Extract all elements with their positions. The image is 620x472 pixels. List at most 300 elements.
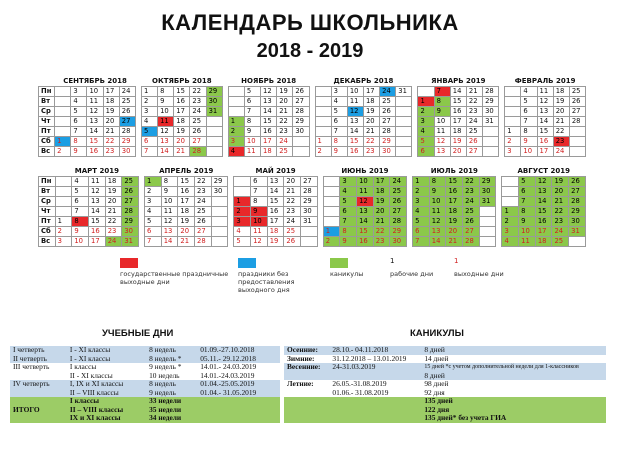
month-title: АПРЕЛЬ 2019 [159,167,214,175]
calendar-day: 9 [429,187,446,197]
calendar-day: 20 [552,187,569,197]
weekday-label: Чт [39,117,55,127]
calendar-day: 7 [340,217,357,227]
calendar-day: 28 [390,217,407,227]
calendar-day: 18 [535,237,552,247]
calendar-day: 12 [434,137,450,147]
study-days-table [10,346,280,423]
calendar-day: 28 [119,127,135,137]
legend-vacation-label: каникулы [330,270,364,278]
calendar-day [211,227,228,237]
calendar-day: 8 [429,177,446,187]
calendar-day: 19 [105,187,122,197]
study-cell: 9 недель [146,389,197,398]
study-cell: II - XI классы [67,372,146,381]
weekday-label: Вс [39,147,55,157]
calendar-day: 12 [158,127,174,137]
calendar-day: 28 [122,207,139,217]
calendar-day: 3 [502,227,519,237]
page-subtitle: 2018 - 2019 [256,40,364,62]
calendar-day: 14 [161,237,178,247]
calendar-day: 28 [380,127,396,137]
calendar-day: 15 [450,97,466,107]
calendar-day: 15 [537,127,553,137]
holiday-name: Летние: [284,380,329,389]
calendar-day: 23 [463,187,480,197]
study-cell: III четверть [10,363,67,372]
calendar-day: 31 [569,227,586,237]
calendar-day [315,117,331,127]
month-title: ЯНВАРЬ 2019 [431,77,486,85]
weekday-label: Вт [39,97,55,107]
calendar-day: 11 [244,147,260,157]
calendar-day: 19 [553,97,569,107]
calendar-day: 10 [244,137,260,147]
calendar-day: 10 [72,237,89,247]
calendar-day: 31 [301,217,318,227]
calendar-day: 23 [105,227,122,237]
calendar-day: 26 [195,217,212,227]
holiday-days: 92 дня [421,389,606,398]
calendar-day [301,227,318,237]
calendar-day: 7 [244,107,260,117]
calendar-day: 13 [429,227,446,237]
calendar-day: 19 [174,127,190,137]
calendar-day [211,217,228,227]
calendar-day [323,217,340,227]
study-cell: 01.04.- 31.05.2019 [197,389,280,398]
calendar-day: 7 [519,197,536,207]
calendar-day: 24 [277,137,293,147]
legend-vacation-swatch [330,258,348,268]
calendar-day: 6 [251,177,268,187]
calendar-day: 1 [55,137,71,147]
calendar-day: 30 [479,187,496,197]
calendar-day: 2 [413,187,430,197]
calendar-day: 1 [55,217,72,227]
study-cell: 9 недель * [146,363,197,372]
calendar-day: 3 [340,177,357,187]
calendar-day: 24 [466,117,482,127]
calendar-day: 9 [521,137,537,147]
calendar-day: 22 [103,137,119,147]
calendar-day: 6 [71,117,87,127]
calendar-day: 22 [195,177,212,187]
calendar-day: 14 [347,127,363,137]
calendar-day: 3 [418,117,434,127]
calendar-day: 16 [535,217,552,227]
month-title: МАРТ 2019 [74,167,119,175]
calendar-day: 17 [267,217,284,227]
calendar-day [505,97,521,107]
calendar-day: 16 [267,207,284,217]
calendar-day: 2 [228,127,244,137]
calendar-day: 26 [122,187,139,197]
month-title: ОКТЯБРЬ 2018 [152,77,212,85]
calendar-day: 28 [569,197,586,207]
calendar-day: 24 [553,147,569,157]
calendar-day: 18 [174,117,190,127]
calendar-day: 6 [145,227,162,237]
calendar-day [206,147,222,157]
month-title: ФЕВРАЛЬ 2019 [514,77,576,85]
calendar-day: 19 [363,107,379,117]
calendar-day [483,137,499,147]
calendar-day: 14 [89,207,106,217]
calendar-day: 13 [161,227,178,237]
calendar-day: 19 [552,177,569,187]
calendar-day: 11 [89,177,106,187]
calendar-day [569,147,585,157]
calendar-day: 2 [505,137,521,147]
calendar-day: 10 [251,217,268,227]
calendar-day: 3 [71,87,87,97]
calendar-day [323,187,340,197]
month-title: ИЮЛЬ 2019 [430,167,478,175]
calendar-day: 15 [347,137,363,147]
calendar-day [55,117,71,127]
study-cell [10,389,67,398]
calendar-day: 26 [190,127,206,137]
calendar-day: 13 [357,207,374,217]
calendar-day: 9 [434,107,450,117]
calendar-day: 17 [363,87,379,97]
calendar-day: 29 [122,217,139,227]
study-total-classes: IX и XI классы [67,414,146,423]
study-cell: 10 недель [146,372,197,381]
calendar-day: 21 [373,217,390,227]
calendar-day: 29 [479,177,496,187]
calendar-day: 11 [161,207,178,217]
calendar-day: 9 [519,217,536,227]
calendar-day: 25 [463,207,480,217]
calendar-day: 9 [158,97,174,107]
study-cell: 8 недель [146,346,197,355]
holiday-dates: 28.10.- 04.11.2018 [329,346,421,355]
calendar-day: 19 [103,107,119,117]
calendar-day: 18 [105,177,122,187]
calendar-day: 3 [141,107,157,117]
calendar-day: 1 [418,97,434,107]
calendar-day: 7 [72,207,89,217]
calendar-day [418,87,434,97]
calendar-day: 5 [71,107,87,117]
calendar-day [55,107,71,117]
calendar-day: 28 [483,87,499,97]
calendar-day: 28 [195,237,212,247]
calendar-day: 14 [158,147,174,157]
calendar-day: 7 [434,87,450,97]
holiday-name [284,389,329,398]
legend-observance-label: праздники без предоставления выходного дня [238,270,295,294]
calendar-day: 22 [284,197,301,207]
calendar-day: 5 [145,217,162,227]
calendar-day: 13 [537,107,553,117]
holiday-total-blank [284,414,329,423]
legend-holiday-label: государственные праздничные выходные дни [120,270,229,286]
study-cell: IV четверть [10,380,67,389]
holiday-days: 8 дней [421,372,606,381]
calendar-day [315,107,331,117]
calendar-day: 16 [347,147,363,157]
calendar-day: 16 [446,187,463,197]
month-title: СЕНТЯБРЬ 2018 [63,77,127,85]
calendar-day: 20 [446,227,463,237]
calendar-day [211,237,228,247]
calendar-day [505,87,521,97]
calendar-day [234,187,251,197]
study-cell: I, IX и XI классы [67,380,146,389]
calendar-day [569,237,586,247]
calendar-day: 16 [87,147,103,157]
weekday-label: Пт [39,127,55,137]
calendar-day [396,97,412,107]
calendar-day: 7 [521,117,537,127]
calendar-day: 22 [553,127,569,137]
calendar-day [323,197,340,207]
calendar-day: 7 [331,127,347,137]
day-label-header [39,166,56,177]
calendar-day: 31 [206,107,222,117]
calendar-day: 26 [569,177,586,187]
calendar-day: 21 [103,127,119,137]
calendar-day: 14 [267,187,284,197]
calendar-day: 21 [466,87,482,97]
calendar-day: 10 [87,87,103,97]
calendar-day [315,127,331,137]
calendar-day: 31 [396,87,412,97]
calendar-day: 12 [251,237,268,247]
calendar-day [55,177,72,187]
calendar-day: 11 [347,97,363,107]
calendar-day: 27 [195,227,212,237]
calendar-day: 26 [569,97,585,107]
calendar-day: 23 [190,97,206,107]
weekday-label: Сб [39,227,56,237]
calendar-day: 5 [340,197,357,207]
calendar-day: 24 [190,107,206,117]
calendar-day: 13 [434,147,450,157]
calendar-day: 22 [463,177,480,187]
calendar-day: 12 [87,107,103,117]
calendar-day: 1 [141,87,157,97]
calendar-day: 13 [89,197,106,207]
calendar-day: 15 [267,197,284,207]
calendar-day [315,87,331,97]
calendar-day: 20 [105,197,122,207]
calendar-day: 5 [72,187,89,197]
calendar-day: 19 [446,217,463,227]
calendar-day: 2 [418,107,434,117]
calendar-row-2 [38,166,586,247]
calendar-day: 15 [357,227,374,237]
calendar-day: 2 [502,217,519,227]
calendar-day: 25 [466,127,482,137]
calendar-day: 4 [72,177,89,187]
calendar-day: 1 [145,177,162,187]
calendar-day: 15 [87,137,103,147]
study-cell: 01.04.-25.05.2019 [197,380,280,389]
calendar-day: 26 [390,197,407,207]
month-title: ДЕКАБРЬ 2018 [333,77,394,85]
calendar-day: 9 [331,147,347,157]
calendar-day [323,207,340,217]
calendar-day: 29 [483,97,499,107]
calendar-day [396,147,412,157]
calendar-day: 25 [380,97,396,107]
calendar-day: 5 [521,97,537,107]
calendar-day: 3 [505,147,521,157]
calendar-day: 16 [174,97,190,107]
calendar-day: 15 [178,177,195,187]
holiday-days: 8 дней [421,346,606,355]
calendar-day: 2 [145,187,162,197]
calendar-day: 19 [267,237,284,247]
calendar-day: 10 [347,87,363,97]
calendar-day: 31 [479,197,496,207]
calendar-day: 19 [277,87,293,97]
holiday-total-blank [329,406,421,415]
calendar-day: 6 [331,117,347,127]
calendar-day: 20 [277,97,293,107]
calendar-day: 21 [174,147,190,157]
calendar-day: 8 [340,227,357,237]
calendar-day: 2 [234,207,251,217]
calendar-day: 11 [251,227,268,237]
calendar-day: 29 [301,197,318,207]
calendar-day [211,207,228,217]
calendar-day: 23 [373,237,390,247]
calendar-day: 3 [55,237,72,247]
calendar-day: 6 [244,97,260,107]
calendar-day: 8 [72,217,89,227]
legend-workday-label: рабочие дни [390,270,434,278]
calendar-day [323,177,340,187]
calendar-day: 24 [390,177,407,187]
holiday-name: Зимние: [284,355,329,364]
calendar-day: 7 [145,237,162,247]
study-total-label: ИТОГО [10,397,67,423]
calendar-day: 24 [119,87,135,97]
month-title: ИЮНЬ 2019 [341,167,389,175]
calendar-day: 15 [89,217,106,227]
calendar-day [479,227,496,237]
calendar-day: 27 [569,187,586,197]
calendar-day: 13 [267,177,284,187]
calendar-day: 17 [261,137,277,147]
calendar-day: 18 [373,187,390,197]
calendar-day: 12 [161,217,178,227]
calendar-day: 8 [521,127,537,137]
calendar-day: 11 [87,97,103,107]
calendar-day: 23 [553,137,569,147]
calendar-day: 11 [519,237,536,247]
calendar-day: 6 [413,227,430,237]
calendar-day: 30 [390,237,407,247]
study-cell: 8 недель [146,380,197,389]
calendar-day [396,107,412,117]
holiday-total-blank [329,414,421,423]
calendar-day: 23 [195,187,212,197]
calendar-day: 4 [228,147,244,157]
calendar-day: 17 [450,117,466,127]
calendar-day: 9 [71,147,87,157]
calendar-day [479,207,496,217]
calendar-day: 27 [569,107,585,117]
calendar-day: 12 [535,177,552,187]
calendar-day: 27 [190,137,206,147]
calendar-day: 4 [502,237,519,247]
study-total-weeks: 33 недели [146,397,280,406]
study-cell: I четверть [10,346,67,355]
legend-observance-swatch [238,258,256,268]
legend-workday-number: 1 [390,257,395,265]
calendar-day: 17 [89,237,106,247]
weekday-label: Чт [39,207,56,217]
calendar-day: 1 [234,197,251,207]
holiday-total: 135 дней [421,397,606,406]
calendar-day: 14 [429,237,446,247]
calendar-day: 27 [466,147,482,157]
calendar-day: 26 [119,107,135,117]
calendar-day: 27 [463,227,480,237]
calendar-day: 19 [450,137,466,147]
calendar-day: 5 [234,237,251,247]
calendar-day: 26 [380,107,396,117]
calendar-day: 20 [174,137,190,147]
study-cell: II четверть [10,355,67,364]
calendar-day: 17 [535,227,552,237]
calendar-day: 27 [380,117,396,127]
holiday-total: 122 дня [421,406,606,415]
calendar-day: 5 [418,137,434,147]
calendar-day [502,197,519,207]
holiday-total: 135 дней* без учета ГИА [421,414,606,423]
holiday-dates: 24-31.03.2019 [329,363,421,372]
calendar-day: 5 [244,87,260,97]
calendar-day: 4 [145,207,162,217]
holiday-dates: 26.05.-31.08.2019 [329,380,421,389]
calendar-day: 5 [413,217,430,227]
calendar-day: 23 [466,107,482,117]
calendar-day: 18 [178,207,195,217]
weekday-label: Сб [39,137,55,147]
calendar-day [483,127,499,137]
calendar-day: 8 [519,207,536,217]
holiday-name: Весенние: [284,363,329,372]
calendar-day: 14 [537,117,553,127]
calendar-day: 22 [466,97,482,107]
calendar-day: 11 [434,127,450,137]
calendar-day: 13 [261,97,277,107]
calendar-day: 27 [301,177,318,187]
calendar-day: 17 [178,197,195,207]
calendar-day: 12 [347,107,363,117]
weekday-label: Пн [39,87,55,97]
calendar-day: 22 [363,137,379,147]
calendar-day [55,197,72,207]
calendar-day: 18 [363,97,379,107]
calendar-day: 11 [429,207,446,217]
calendar-day: 2 [141,97,157,107]
calendar-day: 8 [244,117,260,127]
calendar-day [505,117,521,127]
calendar-day: 14 [261,107,277,117]
legend-holiday-swatch [120,258,138,268]
calendar-day: 15 [446,177,463,187]
calendar-day: 24 [284,217,301,227]
calendar-day: 16 [178,187,195,197]
